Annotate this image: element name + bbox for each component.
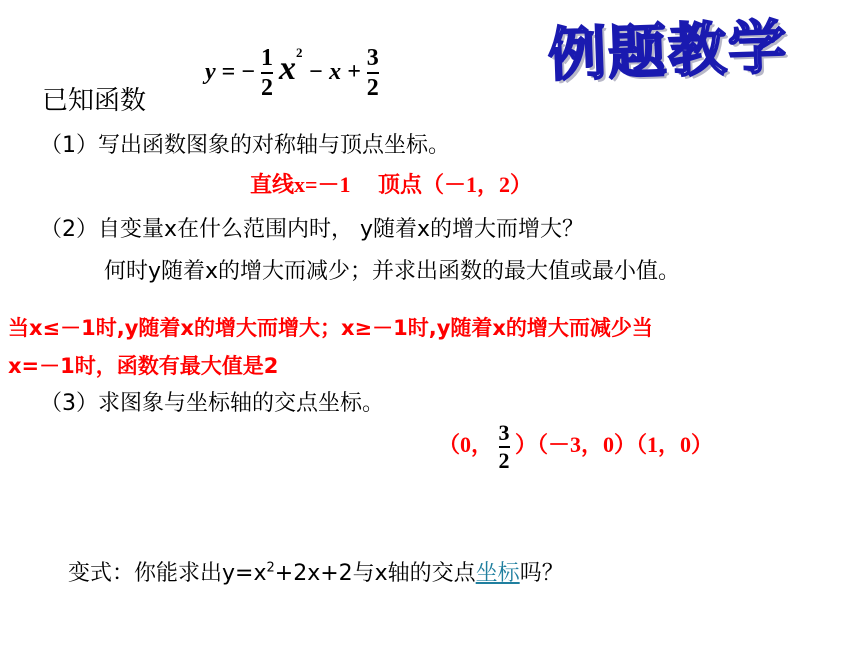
function-formula: [205, 45, 379, 100]
answer-2-line-2: x=－1时，函数有最大值是2: [8, 354, 279, 378]
formula-exponent: 2: [296, 45, 303, 60]
formula-x: x: [279, 50, 297, 87]
answer-3-fraction: [499, 422, 510, 472]
formula-minus: −: [241, 59, 256, 85]
variant-exponent: 2: [266, 560, 275, 576]
question-2-line-1: （2）自变量x在什么范围内时， y随着x的增大而增大？: [40, 217, 585, 242]
answer-2-line-1: 当x≤－1时,y随着x的增大而增大；x≥－1时,y随着x的增大而减少当: [8, 316, 653, 340]
slide-title: 例题教学: [547, 12, 790, 90]
fraction-1-denominator: 2: [261, 75, 274, 102]
fraction-1-numerator: 1: [261, 45, 274, 72]
formula-y: y: [205, 59, 216, 85]
answer-3: [438, 422, 713, 472]
fraction-2-denominator: 2: [366, 75, 379, 102]
answer-3-fraction-denominator: 2: [498, 448, 510, 473]
variant-question: [68, 556, 564, 587]
intro-label: 已知函数: [42, 86, 147, 116]
coordinate-link[interactable]: 坐标: [475, 561, 520, 586]
answer-3-rest: ）（－3，0）（1，0）: [515, 432, 714, 458]
question-1: （1）写出函数图象的对称轴与顶点坐标。: [40, 133, 450, 158]
formula-fraction-1: [261, 46, 273, 100]
formula-middle: − x +: [308, 59, 361, 85]
variant-middle: +2x+2与x轴的交点: [274, 561, 476, 586]
variant-suffix: 吗？: [519, 561, 564, 586]
formula-eq: =: [221, 59, 236, 85]
answer-1: 直线x=－1 顶点（－1，2）: [250, 172, 533, 197]
fraction-2-numerator: 3: [366, 45, 379, 72]
question-3: （3）求图象与坐标轴的交点坐标。: [40, 391, 384, 416]
variant-prefix: 变式：你能求出y=x: [68, 561, 267, 586]
question-2-line-2: 何时y随着x的增大而减少；并求出函数的最大值或最小值。: [104, 259, 681, 284]
answer-3-fraction-numerator: 3: [498, 420, 510, 445]
formula-fraction-2: [367, 46, 379, 100]
answer-3-first-point: （0，: [438, 432, 494, 458]
